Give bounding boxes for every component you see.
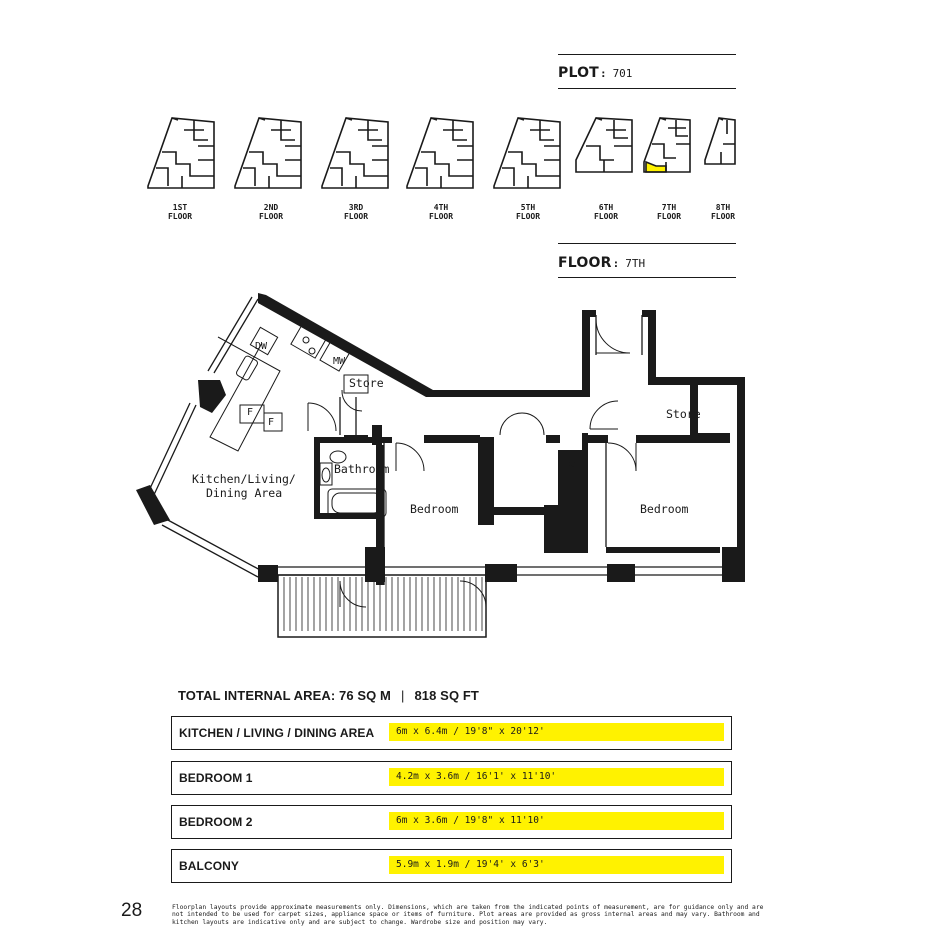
floor-plan [130, 285, 760, 645]
label-store-2: Store [666, 407, 701, 421]
plot-bottom-rule [558, 88, 736, 89]
room-row-bedroom-2 [171, 805, 732, 839]
room-dimensions: 5.9m x 1.9m / 19'4' x 6'3' [389, 856, 724, 874]
room-name: BEDROOM 2 [179, 815, 253, 829]
floor-label-1[interactable]: 1ST FLOOR [167, 203, 193, 221]
floor-label-7[interactable]: 7TH FLOOR [656, 203, 682, 221]
floor-label: FLOOR [558, 255, 612, 271]
floor-thumb-5[interactable] [492, 116, 564, 190]
label-store-1: Store [349, 376, 384, 390]
floor-label-6[interactable]: 6TH FLOOR [593, 203, 619, 221]
floor-label-2[interactable]: 2ND FLOOR [258, 203, 284, 221]
page-number: 28 [121, 900, 143, 921]
floor-label-3[interactable]: 3RD FLOOR [343, 203, 369, 221]
plot-value: 701 [612, 67, 633, 80]
floor-thumb-8[interactable] [703, 116, 737, 190]
total-internal-area [178, 688, 479, 703]
plot-header: PLOT: 701 [558, 65, 633, 81]
room-dimensions: 4.2m x 3.6m / 16'1' x 11'10' [389, 768, 724, 786]
floor-label-5[interactable]: 5TH FLOOR [515, 203, 541, 221]
floor-thumb-1[interactable] [146, 116, 218, 190]
room-name: BEDROOM 1 [179, 771, 253, 785]
label-dw: DW [255, 341, 268, 352]
disclaimer-text: Floorplan layouts provide approximate measurements only. Dimensions, which are taken from the indicated points of measurement, are for guidance only and are not intended to be used for carpet sizes, appliance space or items of furniture. Plot areas are provided as gross internal areas and may vary. Bathroom and kitchen layouts are indicative only and are subject to change. Wardrobe size and position may vary. [172, 904, 764, 926]
label-bathroom: Bathroom [334, 462, 390, 476]
total-area-sqft: 818 SQ FT [414, 688, 479, 703]
label-f1: F [247, 407, 254, 418]
room-row-bedroom-1 [171, 761, 732, 795]
floor-label-4[interactable]: 4TH FLOOR [428, 203, 454, 221]
label-kitchen-1: Kitchen/Living/ [192, 472, 296, 486]
walls [136, 293, 745, 585]
plot-label: PLOT [558, 65, 599, 81]
total-area-sqm: TOTAL INTERNAL AREA: 76 SQ M [178, 688, 391, 703]
room-row-kitchen [171, 716, 732, 750]
floor-thumb-3[interactable] [320, 116, 392, 190]
floor-thumb-7[interactable] [642, 116, 694, 190]
total-area-separator: | [400, 688, 405, 703]
floor-label-8[interactable]: 8TH FLOOR [710, 203, 736, 221]
label-bedroom-1: Bedroom [410, 502, 459, 516]
label-bedroom-2: Bedroom [640, 502, 689, 516]
label-w: W [569, 461, 576, 472]
label-kitchen-2: Dining Area [206, 486, 283, 500]
room-name: BALCONY [179, 859, 240, 873]
room-row-balcony [171, 849, 732, 883]
floor-bottom-rule [558, 277, 736, 278]
plot-top-rule [558, 54, 736, 55]
floor-top-rule [558, 243, 736, 244]
floor-header: FLOOR: 7TH [558, 255, 646, 271]
floor-thumb-6[interactable] [574, 116, 636, 190]
room-dimensions: 6m x 6.4m / 19'8" x 20'12' [389, 723, 724, 741]
label-f2: F [268, 417, 275, 428]
floor-thumb-2[interactable] [233, 116, 305, 190]
label-mw: MW [333, 356, 346, 367]
room-name: KITCHEN / LIVING / DINING AREA [179, 726, 375, 740]
floor-thumb-4[interactable] [405, 116, 477, 190]
room-dimensions: 6m x 3.6m / 19'8" x 11'10' [389, 812, 724, 830]
floor-value: 7TH [625, 257, 646, 270]
